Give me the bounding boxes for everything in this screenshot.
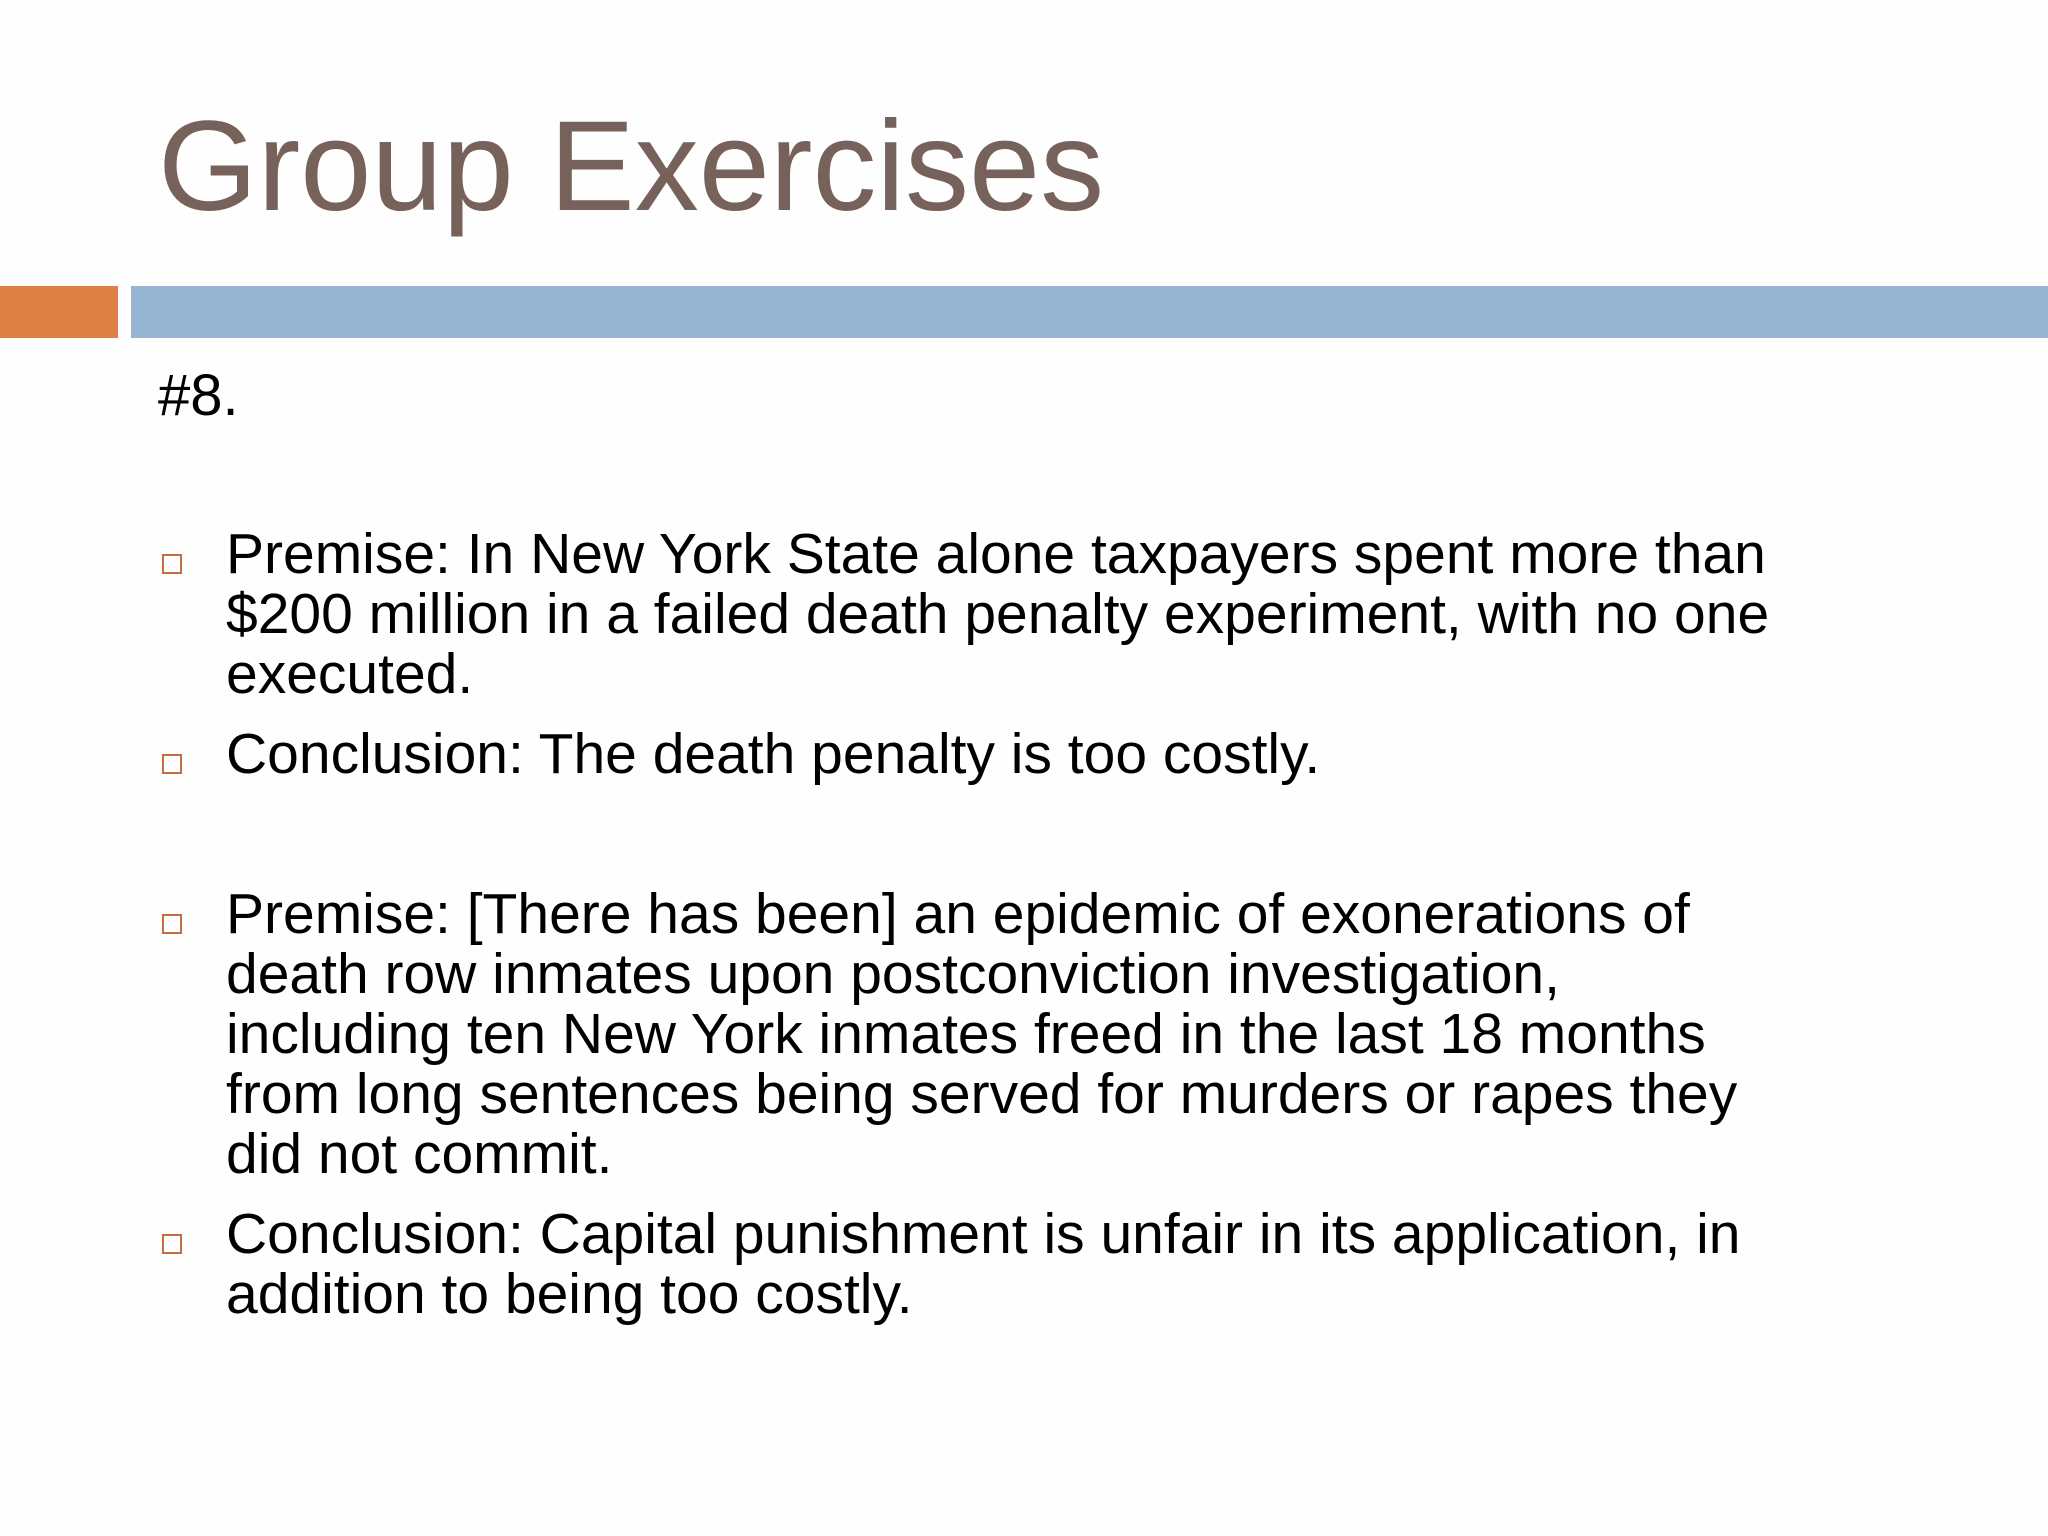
hollow-square-bullet-icon xyxy=(162,914,182,934)
accent-bar-orange xyxy=(0,286,118,338)
hollow-square-bullet-icon xyxy=(162,1234,182,1254)
bullet-text: Conclusion: The death penalty is too costly. xyxy=(226,722,1321,786)
bullet-item-premise-2 xyxy=(158,884,1958,1184)
hollow-square-bullet-icon xyxy=(162,554,182,574)
bullet-item-conclusion-2 xyxy=(158,1204,1958,1324)
bullet-item-premise-1 xyxy=(158,524,1958,704)
slide-title: Group Exercises xyxy=(158,95,1105,238)
bullet-text: Conclusion: Capital punishment is unfair in its application, in addition to being too costly. xyxy=(226,1202,1741,1326)
accent-bar-blue xyxy=(131,286,2048,338)
bullet-text: Premise: In New York State alone taxpayers spent more than $200 million in a failed death penalty experiment, with no one executed. xyxy=(226,522,1770,706)
exercise-number: #8. xyxy=(158,363,239,428)
bullet-item-conclusion-1 xyxy=(158,724,1958,784)
bullet-text: Premise: [There has been] an epidemic of exonerations of death row inmates upon postconviction investigation, including ten New York inmates freed in the last 18 months from long sentences being served for murders or rapes they did not commit. xyxy=(226,882,1738,1186)
hollow-square-bullet-icon xyxy=(162,754,182,774)
